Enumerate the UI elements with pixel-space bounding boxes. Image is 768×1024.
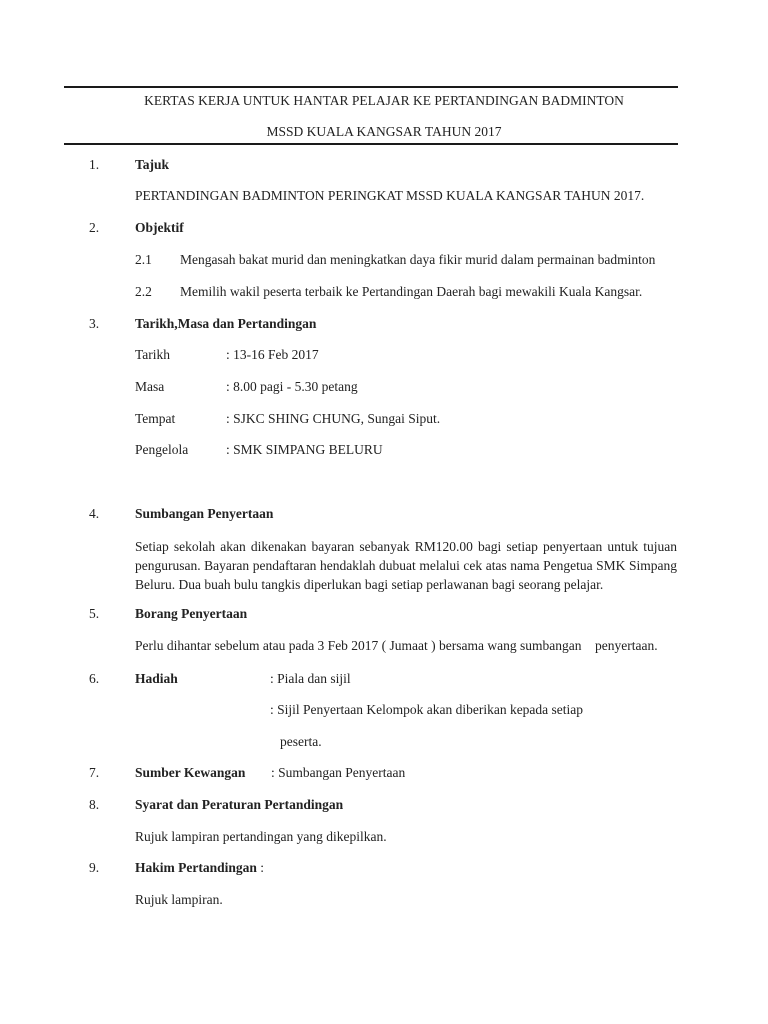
section-9-number: 9. [89, 860, 100, 875]
tarikh-label: Tarikh [135, 347, 171, 362]
section-9-text: Rujuk lampiran. [135, 892, 223, 907]
sumber-kewangan-value: : Sumbangan Penyertaan [271, 765, 406, 780]
section-8-heading: Syarat dan Peraturan Pertandingan [135, 797, 344, 812]
section-3-number: 3. [89, 316, 100, 331]
tempat-value: : SJKC SHING CHUNG, Sungai Siput. [226, 411, 441, 426]
tempat-label: Tempat [135, 411, 176, 426]
section-4-number: 4. [89, 506, 100, 521]
section-2-number: 2. [89, 220, 100, 235]
pengelola-value: : SMK SIMPANG BELURU [226, 442, 383, 457]
section-5-heading: Borang Penyertaan [135, 606, 248, 621]
objective-2-1-text: Mengasah bakat murid dan meningkatkan daya fikir murid dalam permainan badminton [180, 252, 656, 267]
section-8-number: 8. [89, 797, 100, 812]
objective-2-2-text: Memilih wakil peserta terbaik ke Pertandingan Daerah bagi mewakili Kuala Kangsar. [180, 284, 643, 299]
pengelola-label: Pengelola [135, 442, 189, 457]
masa-label: Masa [135, 379, 165, 394]
hadiah-line-2: : Sijil Penyertaan Kelompok akan diberikan kepada setiap [270, 702, 584, 717]
section-4-paragraph: Setiap sekolah akan dikenakan bayaran sebanyak RM120.00 bagi setiap penyertaan untuk tujuan pengurusan. Bayaran pendaftaran hendaklah dubuat melalui cek atas nama Pengetua SMK Simpang Beluru. Dua buah bulu tangkis diperlukan bagi setiap perlawanan bagi seorang pelajar. [135, 539, 677, 592]
section-6-heading: Hadiah [135, 671, 178, 686]
section-2-heading: Objektif [135, 220, 184, 235]
section-1-heading: Tajuk [135, 157, 170, 172]
header-bottom-rule [64, 143, 678, 145]
section-9-colon: : [260, 860, 265, 875]
title-line-2: MSSD KUALA KANGSAR TAHUN 2017 [266, 124, 502, 139]
section-1-text: PERTANDINGAN BADMINTON PERINGKAT MSSD KUALA KANGSAR TAHUN 2017. [135, 188, 645, 203]
section-7-number: 7. [89, 765, 100, 780]
objective-2-2-number: 2.2 [135, 284, 152, 299]
section-5-text: Perlu dihantar sebelum atau pada 3 Feb 2017 ( Jumaat ) bersama wang sumbangan penyertaan. [135, 638, 658, 653]
hadiah-line-3: peserta. [280, 734, 322, 749]
section-1-number: 1. [89, 157, 100, 172]
section-9-heading-line [135, 860, 264, 876]
section-7-heading: Sumber Kewangan [135, 765, 246, 780]
section-8-text: Rujuk lampiran pertandingan yang dikepilkan. [135, 829, 387, 844]
title-line-1: KERTAS KERJA UNTUK HANTAR PELAJAR KE PERTANDINGAN BADMINTON [144, 93, 624, 108]
section-9-heading: Hakim Pertandingan [135, 860, 257, 875]
top-rule [64, 86, 678, 88]
objective-2-1-number: 2.1 [135, 252, 152, 267]
hadiah-line-1: : Piala dan sijil [270, 671, 351, 686]
section-3-heading: Tarikh,Masa dan Pertandingan [135, 316, 317, 331]
section-4-heading: Sumbangan Penyertaan [135, 506, 274, 521]
masa-value: : 8.00 pagi - 5.30 petang [226, 379, 358, 394]
section-5-number: 5. [89, 606, 100, 621]
section-6-number: 6. [89, 671, 100, 686]
tarikh-value: : 13-16 Feb 2017 [226, 347, 319, 362]
